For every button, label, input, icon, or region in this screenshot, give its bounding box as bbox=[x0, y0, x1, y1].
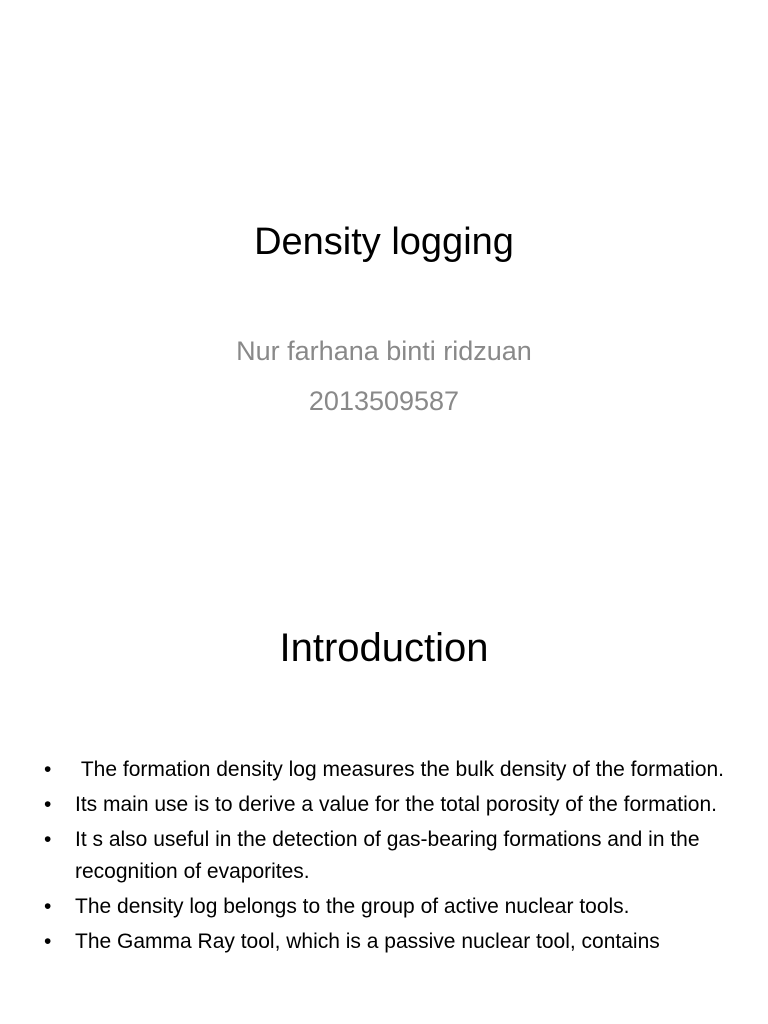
bullet-text: The formation density log measures the bulk density of the formation. bbox=[75, 758, 725, 781]
slide-heading: Introduction bbox=[279, 626, 489, 670]
bullet-item bbox=[0, 754, 768, 786]
student-id: 2013509587 bbox=[308, 386, 460, 416]
bullet-item bbox=[0, 926, 768, 958]
bullet-icon: • bbox=[44, 930, 52, 953]
bullet-text: The Gamma Ray tool, which is a passive nuclear tool, contains bbox=[75, 930, 660, 953]
slide-title: Density logging bbox=[254, 221, 514, 263]
bullet-item bbox=[0, 789, 768, 821]
bullet-icon: • bbox=[44, 895, 52, 918]
author-name: Nur farhana binti ridzuan bbox=[236, 336, 532, 366]
bullet-icon: • bbox=[44, 758, 52, 781]
bullet-item bbox=[0, 891, 768, 923]
bullet-icon: • bbox=[44, 828, 52, 851]
introduction-slide bbox=[0, 576, 768, 1024]
bullet-list bbox=[0, 754, 768, 961]
bullet-text: Its main use is to derive a value for the total porosity of the formation. bbox=[75, 793, 717, 816]
bullet-item bbox=[0, 824, 768, 888]
bullet-icon: • bbox=[44, 793, 52, 816]
bullet-text: The density log belongs to the group of active nuclear tools. bbox=[75, 895, 630, 918]
bullet-text: It s also useful in the detection of gas-bearing formations and in the recognition of evaporites. bbox=[75, 828, 700, 883]
